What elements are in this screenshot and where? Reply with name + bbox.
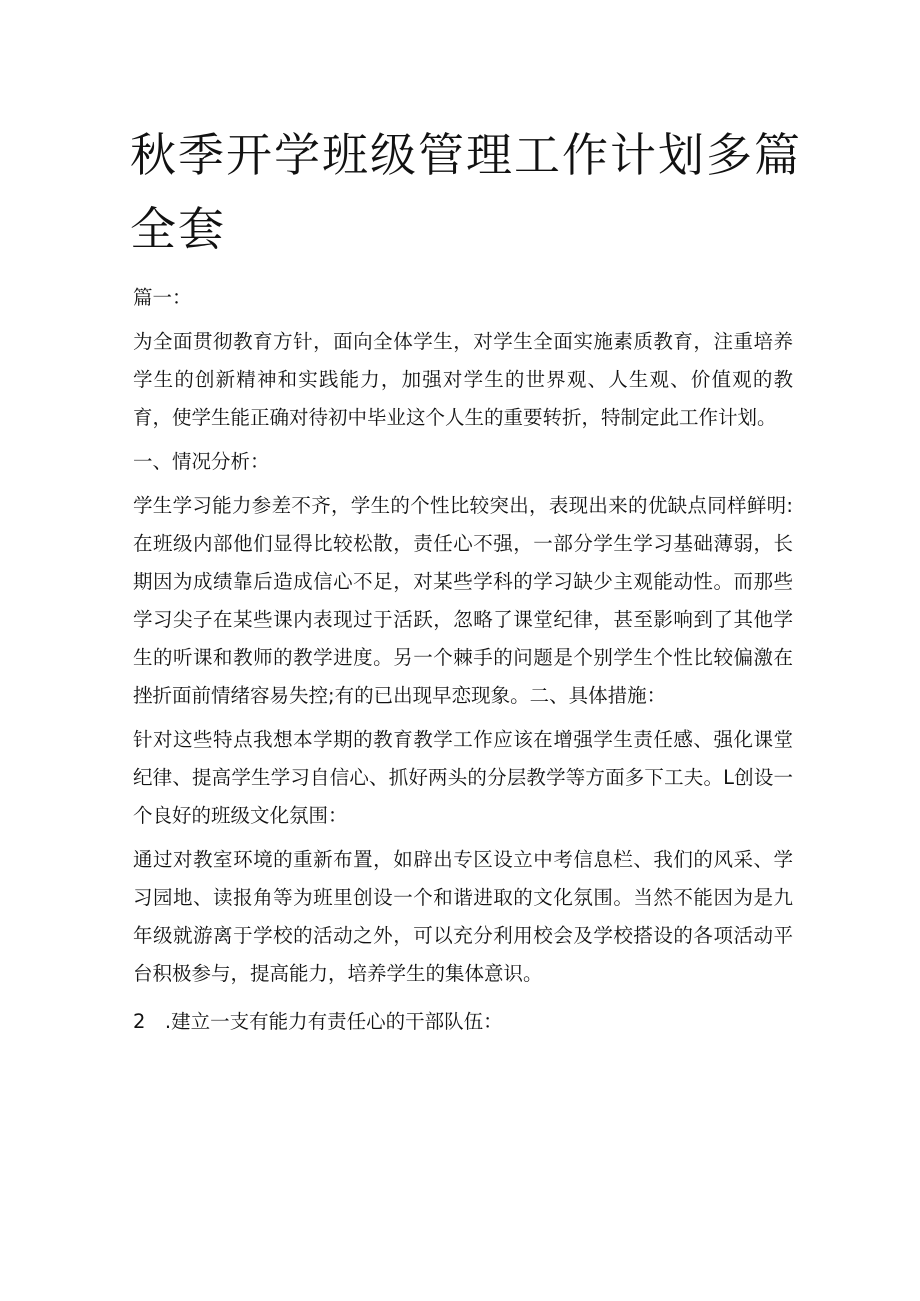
section-label: 篇一： xyxy=(133,286,192,309)
measures-paragraph: 针对这些特点我想本学期的教育教学工作应该在增强学生责任感、强化课堂纪律、提高学生学习自信心、抓好两头的分层教学等方面多下工夫。L创设一个良好的班级文化氛围： xyxy=(133,728,793,827)
analysis-paragraph: 学生学习能力参差不齐，学生的个性比较突出，表现出来的优缺点同样鲜明:在班级内部他们显得比较松散，责任心不强，一部分学生学习基础薄弱，长期因为成绩靠后造成信心不足，对某些学科的学习缺少主观能动性。而那些学习尖子在某些课内表现过于活跃，忽略了课堂纪律，甚至影响到了其他学生的听课和教师的教学进度。另一个棘手的问题是个别学生个性比较偏激在挫折面前情绪容易失控;有的已出现早恋现象。二、具体措施： xyxy=(133,494,793,707)
intro-paragraph: 为全面贯彻教育方针，面向全体学生，对学生全面实施素质教育，注重培养学生的创新精神和实践能力，加强对学生的世界观、人生观、价值观的教育，使学生能正确对待初中毕业这个人生的重要转折，特制定此工作计划。 xyxy=(133,330,793,429)
list-item-heading: 2 .建立一支有能力有责任心的干部队伍： xyxy=(133,1010,503,1033)
document-body xyxy=(133,279,793,1041)
culture-paragraph: 通过对教室环境的重新布置，如辟出专区设立中考信息栏、我们的风采、学习园地、读报角等为班里创设一个和谐进取的文化氛围。当然不能因为是九年级就游离于学校的活动之外，可以充分利用校会及学校搭设的各项活动平台积极参与，提高能力，培养学生的集体意识。 xyxy=(133,848,793,985)
section-heading: 一、情况分析： xyxy=(133,450,270,473)
document-title: 秋季开学班级管理工作计划多篇全套 xyxy=(130,128,802,256)
